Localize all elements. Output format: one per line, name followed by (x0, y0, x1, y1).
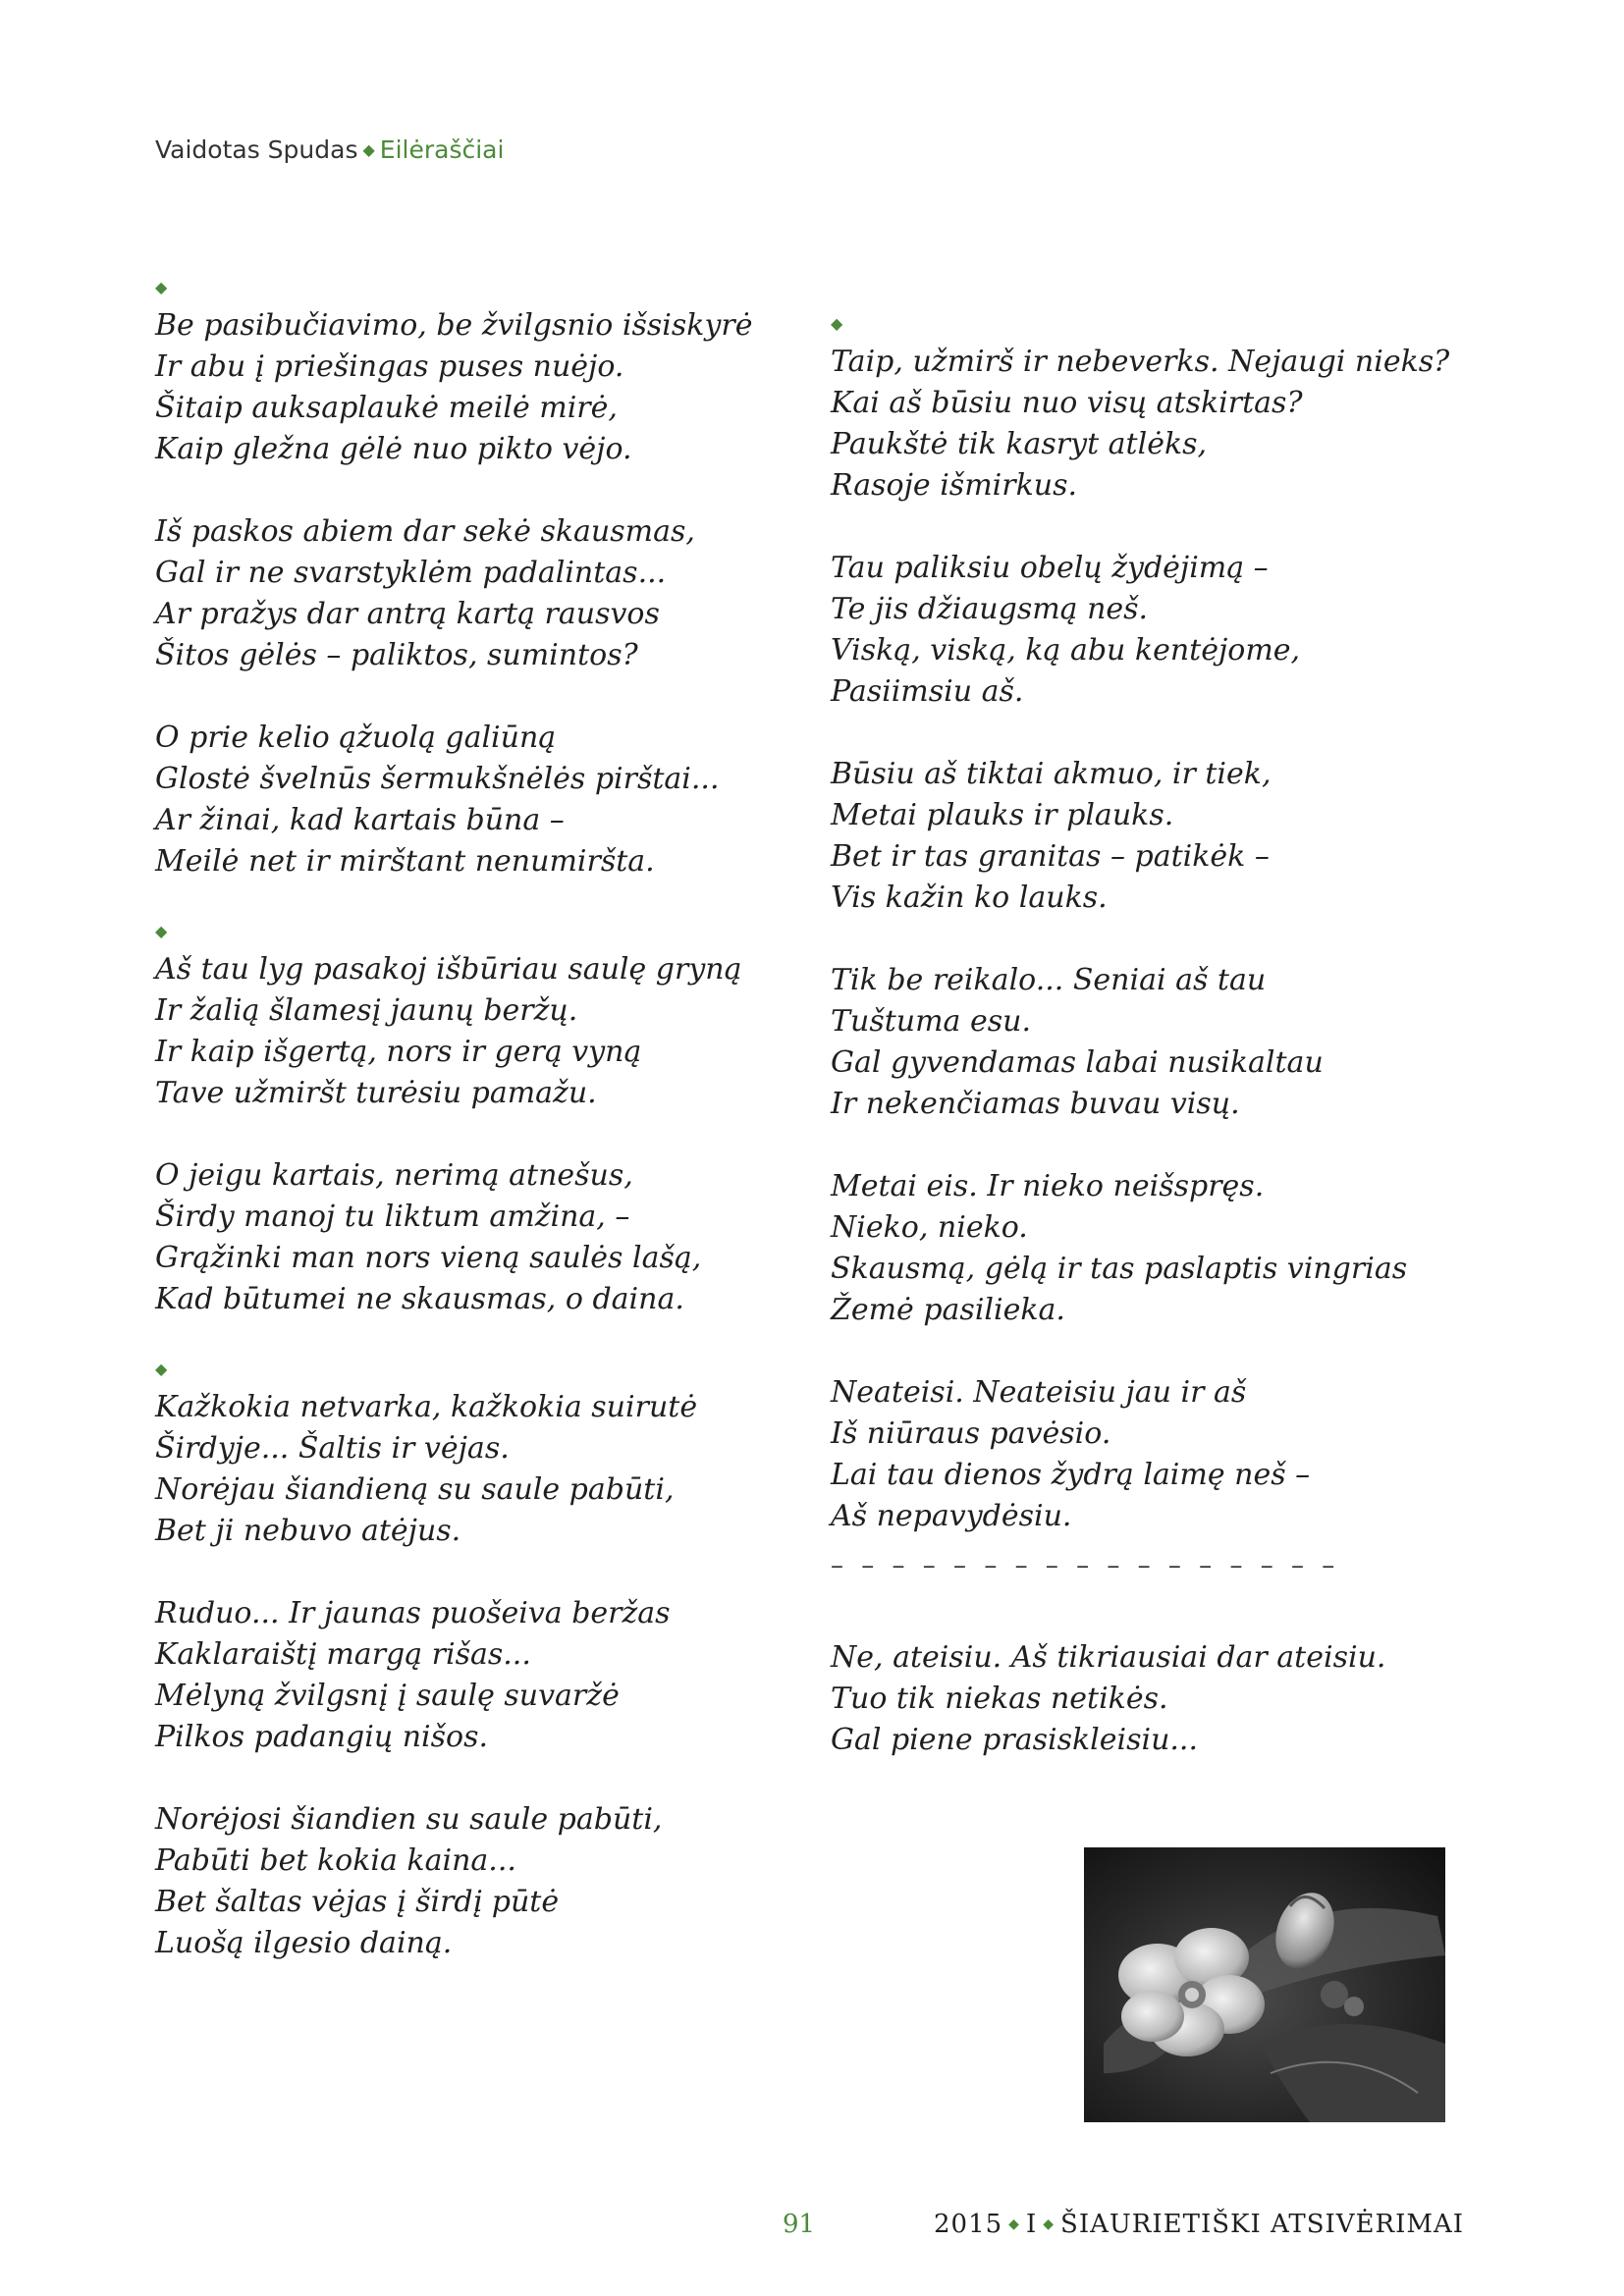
diamond-icon: ◆ (1043, 2216, 1056, 2232)
diamond-icon: ◆ (362, 140, 375, 159)
poem-line: Iš paskos abiem dar sekė skausmas, (155, 514, 695, 549)
poem-line: O jeigu kartais, nerimą atnešus, (155, 1158, 633, 1193)
stanza (155, 1155, 784, 1320)
poem-line: Kad būtumei ne skausmas, o daina. (155, 1282, 684, 1316)
poem-line: Širdy manoj tu liktum amžina, – (155, 1200, 630, 1234)
poem-line: Nieko, nieko. (831, 1210, 1028, 1245)
poem-line: Ar žinai, kad kartais būna – (155, 803, 565, 837)
poem-line: Be pasibučiavimo, be žvilgsnio išsiskyrė (155, 308, 753, 343)
poem-line: Luošą ilgesio dainą. (155, 1926, 453, 1960)
stanza (831, 960, 1459, 1125)
stanza (831, 342, 1459, 507)
left-column (155, 280, 784, 2005)
poem-line: Kaip gležna gėlė nuo pikto vėjo. (155, 432, 632, 466)
diamond-icon: ◆ (155, 278, 168, 296)
running-header (155, 135, 504, 164)
journal-title: ŠIAURIETIŠKI ATSIVĖRIMAI (1060, 2210, 1465, 2239)
stanza (831, 754, 1459, 919)
apple-blossom-photo (1084, 1847, 1445, 2122)
poem-line: Bet ir tas granitas – patikėk – (831, 839, 1270, 874)
poem-line: Šitos gėlės – paliktos, sumintos? (155, 638, 638, 672)
poem-line: Taip, užmirš ir nebeverks. Nejaugi nieks? (831, 345, 1450, 379)
poem-line: Gal ir ne svarstyklėm padalintas... (155, 556, 667, 590)
issue-number: I (1025, 2210, 1038, 2239)
poem-line: Iš niūraus pavėsio. (831, 1416, 1111, 1451)
poem-line: Viską, viską, ką abu kentėjome, (831, 633, 1301, 667)
poem-line: Ne, ateisiu. Aš tikriausiai dar ateisiu. (831, 1640, 1386, 1675)
poem-line: Ar pražys dar antrą kartą rausvos (155, 597, 660, 631)
poem-line: Ir žalią šlamesį jaunų beržų. (155, 993, 578, 1028)
poem-line: Bet ji nebuvo atėjus. (155, 1514, 461, 1548)
poem-line: Metai plauks ir plauks. (831, 798, 1174, 832)
poem-line: Gal gyvendamas labai nusikaltau (831, 1045, 1324, 1080)
poem-line: Kažkokia netvarka, kažkokia suirutė (155, 1390, 698, 1424)
poem-line: Tave užmiršt turėsiu pamažu. (155, 1076, 597, 1110)
diamond-icon: ◆ (155, 1360, 168, 1378)
poem-line: Grąžinki man nors vieną saulės lašą, (155, 1241, 702, 1275)
poem-line: Rasoje išmirkus. (831, 468, 1078, 503)
poem-line: Ir nekenčiamas buvau visų. (831, 1087, 1240, 1121)
poem (155, 924, 784, 1320)
poem-line: Pilkos padangių nišos. (155, 1720, 489, 1754)
poem-line: Neateisi. Neateisiu jau ir aš (831, 1375, 1247, 1410)
stanza (155, 949, 784, 1114)
poem-line: Tuo tik niekas netikės. (831, 1682, 1168, 1716)
stanza (155, 1387, 784, 1552)
poem-line: Būsiu aš tiktai akmuo, ir tiek, (831, 757, 1272, 791)
poem-line: Norėjau šiandieną su saule pabūti, (155, 1472, 675, 1507)
poem-line: Tik be reikalo... Seniai aš tau (831, 963, 1267, 997)
poem-line: Glostė švelnūs šermukšnėlės pirštai... (155, 762, 720, 796)
poem-line: Tuštuma esu. (831, 1004, 1031, 1039)
stanza (831, 548, 1459, 713)
poem-line: Lai tau dienos žydrą laimę neš – (831, 1458, 1311, 1492)
diamond-icon: ◆ (831, 314, 843, 333)
poem-line: Aš nepavydėsiu. (831, 1499, 1072, 1533)
stanza (155, 305, 784, 470)
poem-line: Meilė net ir mirštant nenumiršta. (155, 844, 655, 879)
author-name: Vaidotas Spudas (155, 135, 358, 164)
poem-line: Paukštė tik kasryt atlėks, (831, 427, 1208, 461)
poem-line: Mėlyną žvilgsnį į saulę suvaržė (155, 1679, 620, 1713)
poem-line: Aš tau lyg pasakoj išbūriau saulę gryną (155, 952, 742, 987)
poem-line: Bet šaltas vėjas į širdį pūtė (155, 1885, 560, 1919)
section-title: Eilėraščiai (379, 135, 505, 164)
poem-line: Kaklaraištį margą rišas... (155, 1637, 531, 1672)
poem-line: Gal piene prasiskleisiu... (831, 1723, 1199, 1757)
journal-footer (934, 2210, 1464, 2239)
poem-line: Šitaip auksaplaukė meilė mirė, (155, 391, 618, 425)
stanza (155, 511, 784, 676)
poem-body (831, 342, 1459, 1537)
poem-line: Norėjosi šiandien su saule pabūti, (155, 1802, 663, 1837)
poem-line: Žemė pasilieka. (831, 1293, 1065, 1327)
stanza (831, 1166, 1459, 1331)
issue-year: 2015 (934, 2210, 1003, 2239)
poem-line: Vis kažin ko lauks. (831, 881, 1108, 915)
poem-line: Ruduo... Ir jaunas puošeiva beržas (155, 1596, 671, 1630)
diamond-icon: ◆ (155, 922, 168, 940)
poem-line: Pasiimsiu aš. (831, 674, 1024, 709)
stanza (831, 1372, 1459, 1537)
stanza (155, 718, 784, 882)
right-column (831, 316, 1459, 1761)
diamond-icon: ◆ (1008, 2216, 1020, 2232)
stanza (155, 1799, 784, 1964)
poem-line: Ir abu į priešingas puses nuėjo. (155, 349, 624, 384)
poem (155, 280, 784, 882)
poem-line: Ir kaip išgertą, nors ir gerą vyną (155, 1035, 642, 1069)
poem-line: Tau paliksiu obelų žydėjimą – (831, 551, 1269, 585)
poem-line: Metai eis. Ir nieko neišspręs. (831, 1169, 1265, 1203)
poem-line: Skausmą, gėlą ir tas paslaptis vingrias (831, 1252, 1408, 1286)
poem-line: Širdyje... Šaltis ir vėjas. (155, 1431, 510, 1466)
poem-line: Pabūti bet kokia kaina... (155, 1843, 516, 1878)
section-divider: – – – – – – – – – – – – – – – – – (831, 1551, 1340, 1580)
page-number: 91 (783, 2210, 816, 2239)
closing-stanza (831, 1637, 1459, 1761)
poem-line: Kai aš būsiu nuo visų atskirtas? (831, 386, 1303, 420)
poem (155, 1362, 784, 1964)
poem-line: Te jis džiaugsmą neš. (831, 592, 1149, 626)
stanza (155, 1593, 784, 1758)
poem-line: O prie kelio ąžuolą galiūną (155, 721, 557, 755)
